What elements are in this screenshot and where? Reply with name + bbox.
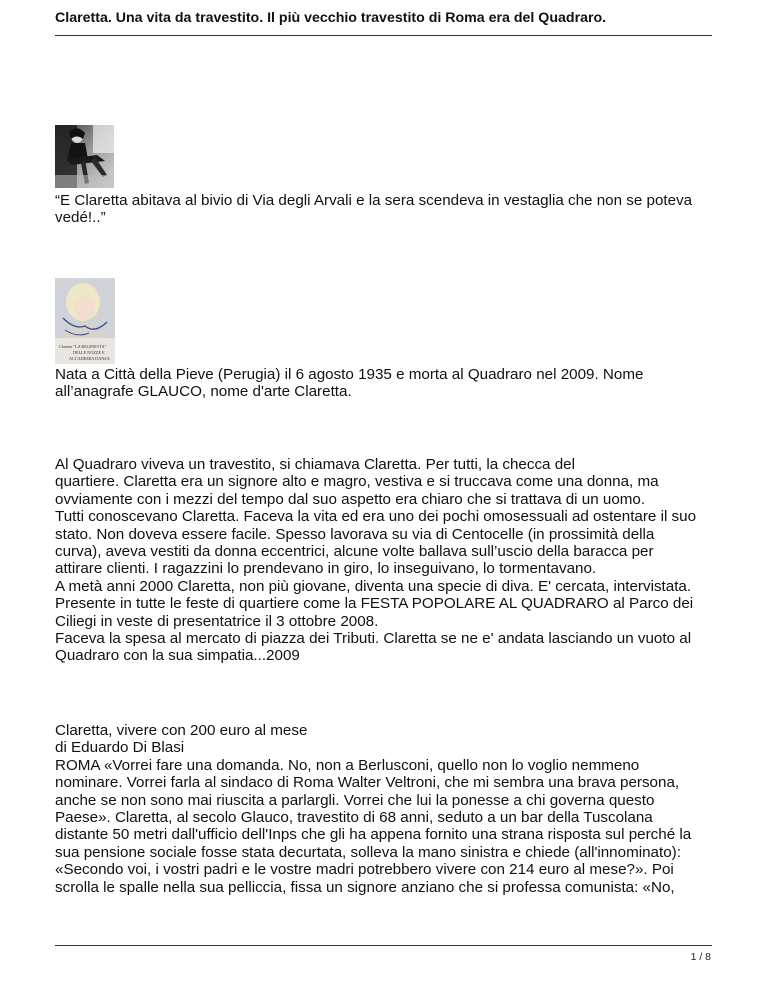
photo-signed-portrait (55, 278, 115, 364)
bio-paragraph (55, 366, 717, 401)
story-line: Presente in tutte le feste di quartiere come la FESTA POPOLARE AL QUADRARO al Parco dei (55, 595, 694, 613)
article-line: scrolla le spalle nella sua pelliccia, fissa un signore anziano che si professa comunista: «No, (55, 878, 675, 896)
article-line: ROMA «Vorrei fare una domanda. No, non a Berlusconi, quello non lo voglio nemmeno (55, 756, 640, 774)
story-line: ovviamente con i mezzi del tempo dal suo aspetto era chiaro che si trattava di un uomo. (55, 490, 646, 508)
story-paragraph (55, 456, 717, 665)
article-line: Paese». Claretta, al secolo Glauco, travestito di 68 anni, seduto a un bar della Tuscolana (55, 809, 653, 827)
story-line: attirare clienti. I ragazzini lo prendevano in giro, lo inseguivano, lo tormentavano. (55, 560, 597, 578)
article-line: distante 50 metri dall'ufficio dell'Inps che gli ha appena fornito una strana risposta sul perché la (55, 826, 692, 844)
story-line: A metà anni 2000 Claretta, non più giovane, diventa una specie di diva. E' cercata, intervistata. (55, 577, 692, 595)
photo-caption: DELLE NOZZE E (73, 350, 105, 355)
article-line: «Secondo voi, i vostri padri e le vostre madri potrebbero vivere con 214 euro al mese?». Poi (55, 861, 674, 879)
story-line: Ciliegi in veste di presentatrice il 3 ottobre 2008. (55, 612, 379, 630)
article-title: Claretta, vivere con 200 euro al mese (55, 722, 308, 739)
story-line: Tutti conoscevano Claretta. Faceva la vita ed era uno dei pochi omosessuali ad ostentare il suo (55, 508, 697, 526)
photo-signed-portrait-icon (55, 278, 115, 364)
article-line: sua pensione sociale fosse stata decurtata, solleva la mano sinistra e chiede (all'innominato): (55, 843, 681, 861)
article-byline: di Eduardo Di Blasi (55, 739, 185, 757)
story-line: Quadraro con la sua simpatia...2009 (55, 647, 300, 665)
quote-line: “E Claretta abitava al bivio di Via degli Arvali e la sera scendeva in vestaglia che non se poteva (55, 192, 693, 209)
article-line: nominare. Vorrei farla al sindaco di Roma Walter Veltroni, che mi sembra una brava persona, (55, 774, 680, 792)
page-title: Claretta. Una vita da travestito. Il più vecchio travestito di Roma era del Quadraro. (55, 10, 607, 26)
photo-woman-seated (55, 125, 114, 188)
article-paragraph (55, 722, 717, 896)
page-number: 1 / 8 (690, 951, 711, 963)
story-line: curva), aveva vestiti da donna eccentrici, alcune volte ballava sull’uscio della baracca per (55, 543, 654, 561)
photo-woman-seated-icon (55, 125, 114, 188)
quote-line: vedé!..” (55, 209, 106, 227)
story-line: stato. Non doveva essere facile. Spesso lavorava su via di Centocelle (in prossimità della (55, 525, 655, 543)
story-line: Faceva la spesa al mercato di piazza dei Tributi. Claretta se ne e' andata lasciando un vuoto al (55, 630, 692, 648)
bio-line: Nata a Città della Pieve (Perugia) il 6 agosto 1935 e morta al Quadraro nel 2009. Nome (55, 366, 644, 383)
footer-divider (55, 945, 712, 946)
story-line: quartiere. Claretta era un signore alto e magro, vestiva e si truccava come una donna, ma (55, 473, 659, 491)
photo-caption: Claretta "LA REGINETTA" (59, 344, 107, 349)
photo-caption: ACCADEMIA DANZA (69, 356, 110, 361)
header-divider (55, 35, 712, 36)
quote-paragraph (55, 192, 717, 227)
article-line: anche se non sono mai riuscita a parlargli. Vorrei che lui la ponesse a chi governa questo (55, 791, 655, 809)
bio-line: all’anagrafe GLAUCO, nome d'arte Claretta. (55, 383, 352, 401)
story-line: Al Quadraro viveva un travestito, si chiamava Claretta. Per tutti, la checca del (55, 456, 575, 473)
